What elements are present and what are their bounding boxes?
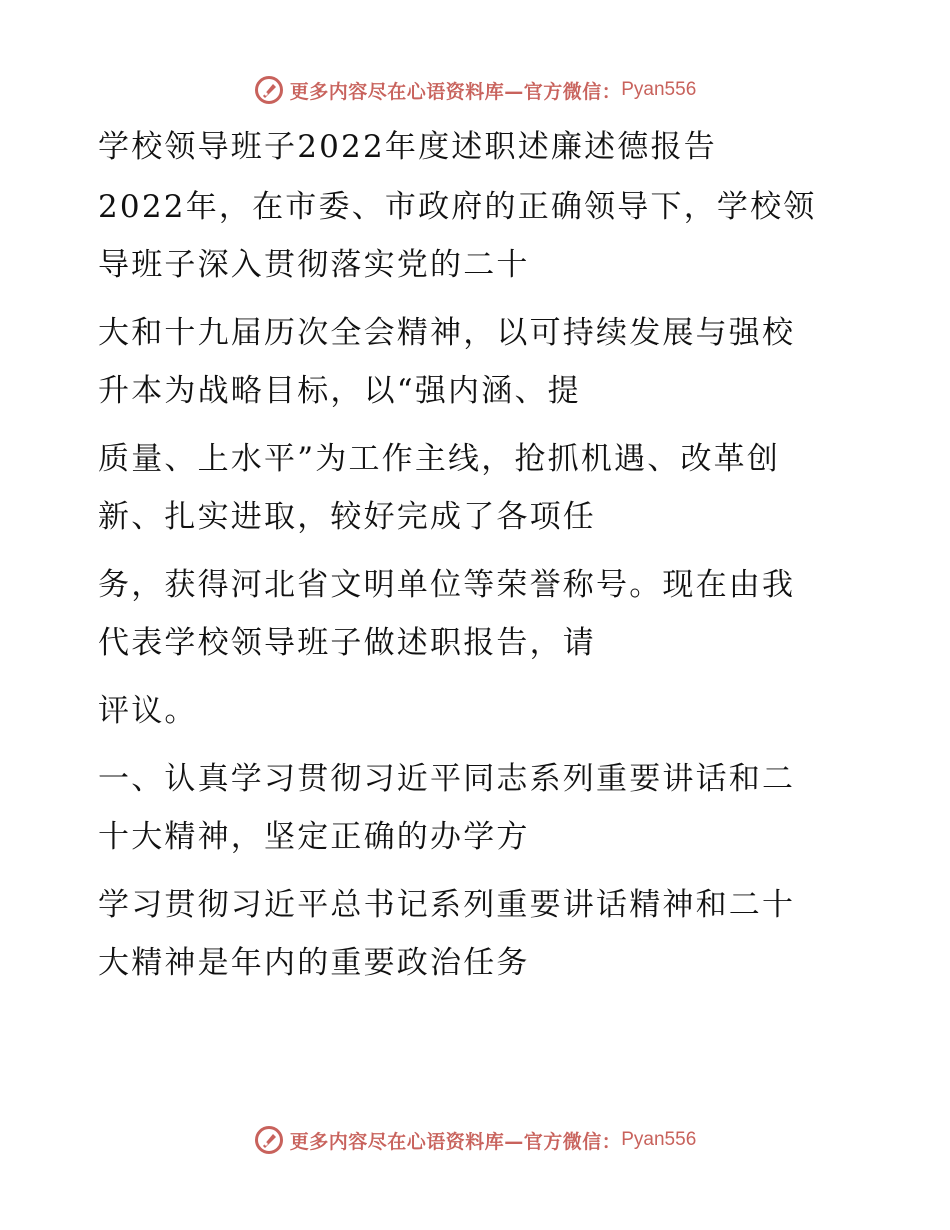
paragraph [98,178,838,294]
document-body [98,118,838,992]
text-line: 十大精神，坚定正确的办学方 [98,819,530,855]
watermark-wechat-id: Pyan556 [621,79,697,100]
watermark-wechat-id: Pyan556 [621,1129,697,1150]
paragraph [98,682,838,740]
paragraph [98,304,838,420]
paragraph [98,876,838,992]
watermark-text: 更多内容尽在心语资料库—官方微信： [289,80,622,103]
document-title: 学校领导班子2022年度述职述廉述德报告 [98,129,717,165]
text-line: 一、认真学习贯彻习近平同志系列重要讲话和二 [98,761,796,797]
watermark-text: 更多内容尽在心语资料库—官方微信： [289,1130,622,1153]
paragraph [98,430,838,546]
text-line: 大和十九届历次全会精神，以可持续发展与强校 [98,315,796,351]
text-line: 务，获得河北省文明单位等荣誉称号。现在由我 [98,567,796,603]
text-line: 质量、上水平”为工作主线，抢抓机遇、改革创 [98,441,781,477]
header-watermark-banner [0,70,950,110]
text-line: 新、扎实进取，较好完成了各项任 [98,499,596,535]
text-line: 升本为战略目标，以“强内涵、提 [98,373,581,409]
pen-nib-circle-icon [254,75,284,105]
pen-nib-circle-icon [254,1125,284,1155]
text-line: 大精神是年内的重要政治任务 [98,945,530,981]
footer-watermark-banner [0,1120,950,1160]
text-line: 导班子深入贯彻落实党的二十 [98,247,530,283]
text-line: 学习贯彻习近平总书记系列重要讲话精神和二十 [98,887,796,923]
paragraph [98,556,838,672]
text-line: 评议。 [98,693,198,729]
text-line: 代表学校领导班子做述职报告，请 [98,625,596,661]
section-heading-paragraph [98,750,838,866]
text-line: 2022年，在市委、市政府的正确领导下，学校领 [98,189,817,225]
